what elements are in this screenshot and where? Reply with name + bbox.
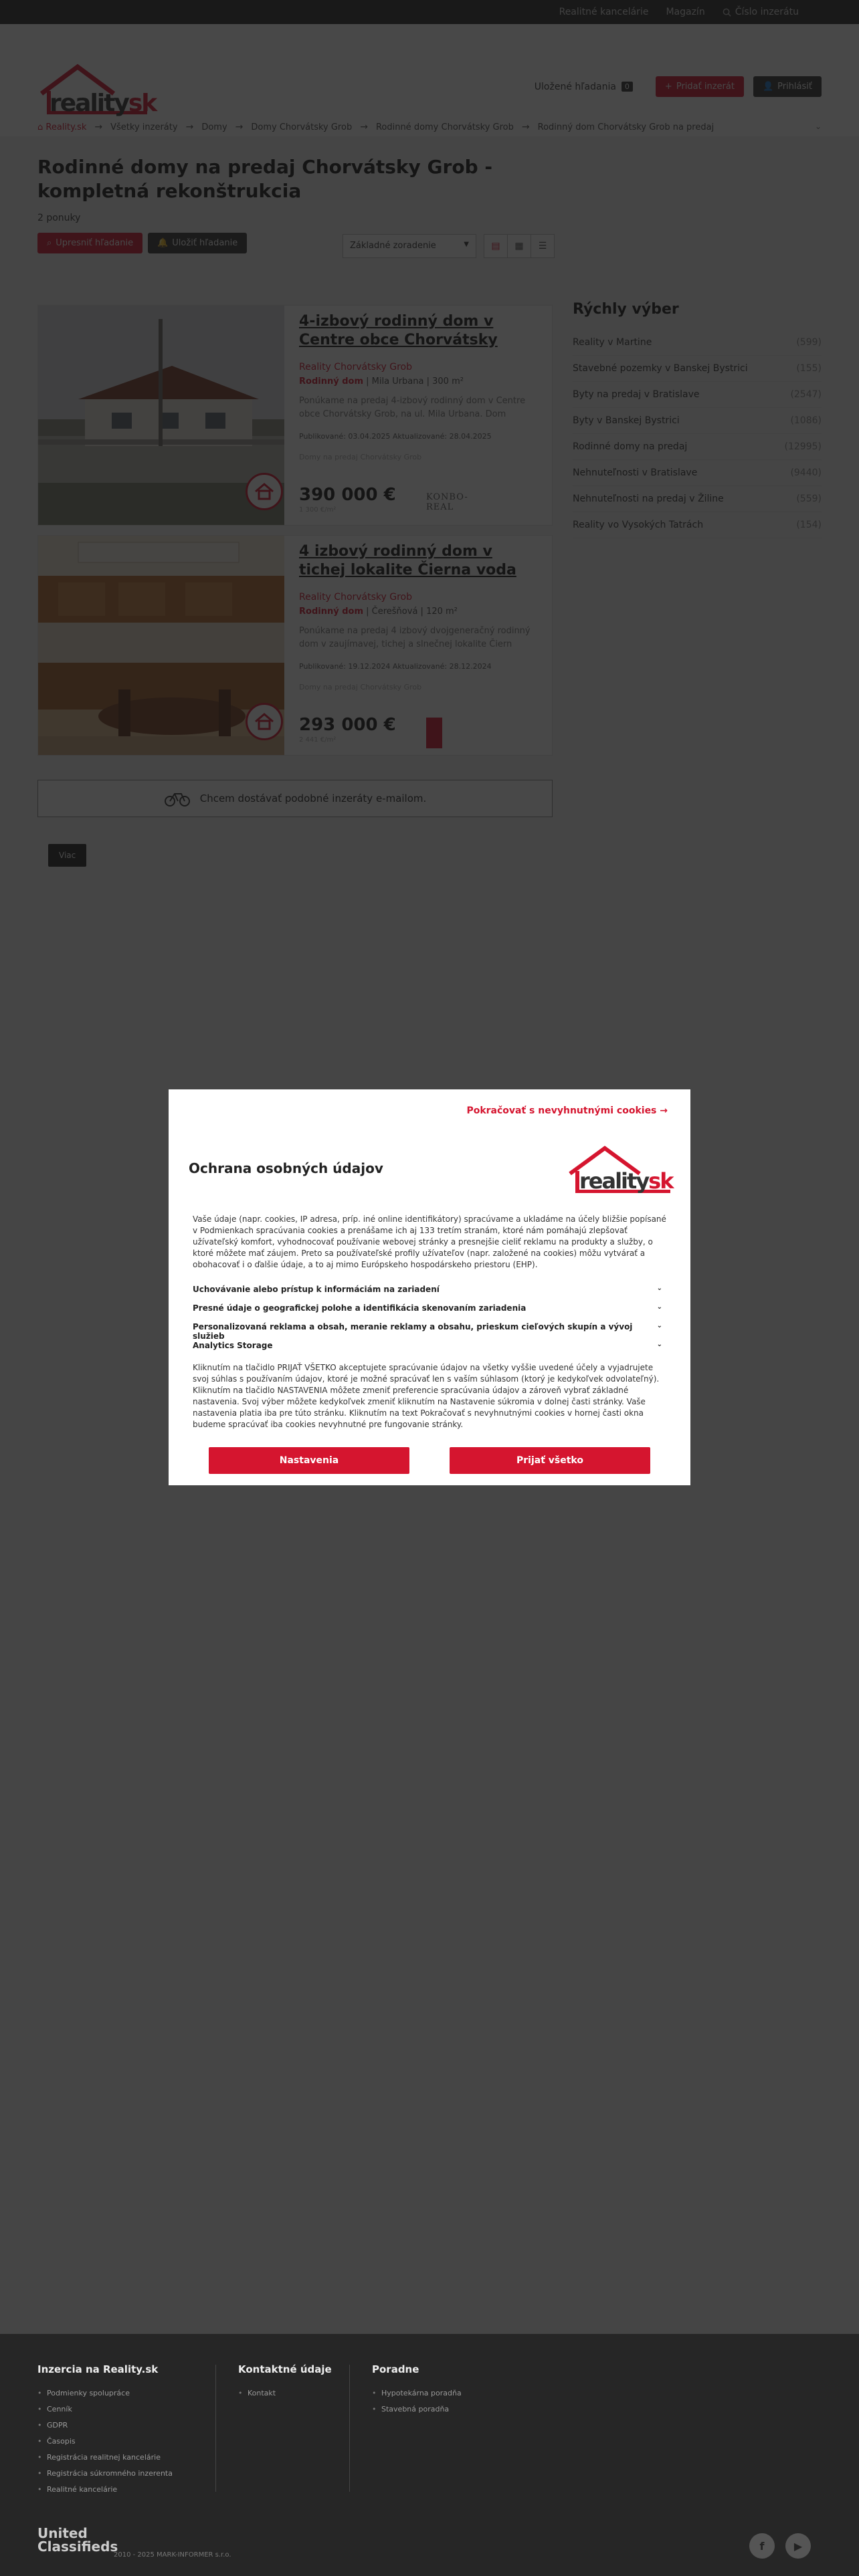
footer <box>0 2334 859 2576</box>
footer-heading: Inzercia na Reality.sk <box>37 2363 159 2375</box>
dialog-logo <box>566 1144 673 1195</box>
footer-link[interactable]: • Registrácia súkromného inzerenta <box>37 2469 173 2478</box>
footer-column-contact <box>238 2363 332 2405</box>
footer-link[interactable]: • Stavebná poradňa <box>372 2405 462 2413</box>
privacy-consent-dialog <box>169 1089 690 1485</box>
chevron-down-icon: ⌄ <box>656 1341 662 1348</box>
footer-divider <box>215 2365 216 2492</box>
footer-link[interactable]: • GDPR <box>37 2421 173 2430</box>
chevron-down-icon: ⌄ <box>656 1285 662 1292</box>
footer-link[interactable]: • Podmienky spolupráce <box>37 2389 173 2397</box>
footer-column-advice <box>372 2363 462 2421</box>
consent-section[interactable]: Analytics Storage ⌄ <box>193 1341 662 1350</box>
dialog-title: Ochrana osobných údajov <box>189 1160 383 1176</box>
facebook-icon[interactable]: f <box>749 2533 775 2559</box>
footer-heading: Kontaktné údaje <box>238 2363 332 2375</box>
copyright: 2010 - 2025 MARK-INFORMER s.r.o. <box>114 2551 231 2559</box>
footer-column-advertising <box>37 2363 173 2501</box>
footer-link[interactable]: • Cenník <box>37 2405 173 2413</box>
united-classifieds-logo[interactable]: United Classifieds <box>37 2525 118 2555</box>
consent-note: Kliknutím na tlačidlo PRIJAŤ VŠETKO akceptujete spracúvanie údajov na všetky vyššie uvedené účely a vyjadrujete svoj súhlas s používaním údajov, ktoré je možné spracúvať len s vaším súhlasom (ktorý je kedykoľvek odvolateľný). Kliknutím na tlačidlo NASTAVENIA môžete zmeniť preferencie spracúvania údajov a zároveň vybrať základné nastavenia. Svoj výber môžete kedykoľvek zmeniť kliknutím na Nastavenie súkromia v dolnej časti stránky. Vaše nastavenia platia iba pre túto stránku. Kliknutím na text Pokračovať s nevyhnutnými cookies v hornej časti okna budeme spracúvať iba cookies nevyhnutné pre fungovanie stránky. <box>193 1363 660 1429</box>
youtube-icon[interactable]: ▶ <box>785 2533 811 2559</box>
chevron-down-icon: ⌄ <box>656 1322 662 1329</box>
footer-link[interactable]: • Kontakt <box>238 2389 332 2397</box>
footer-link[interactable]: • Časopis <box>37 2437 173 2446</box>
settings-button[interactable]: Nastavenia <box>209 1447 409 1474</box>
consent-intro: Vaše údaje (napr. cookies, IP adresa, príp. iné online identifikátory) spracúvame a ukladáme na účely bližšie popísané v Podmienkach spracúvania cookies a prenášame ich aj 133 tretím stranám, ktoré nám pomáhajú zlepšovať užívateľský komfort, vyhodnocovať používanie webovej stránky a presnejšie cieliť reklamu na produkty a služby, o ktoré môžete mať záujem. Preto sa používateľské profily užívateľov (napr. založené na cookies) môžu vytvárať a obohacovať i o ďalšie údaje, a to aj mimo Európskeho hospodárskeho priestoru (EHP). <box>193 1214 666 1269</box>
consent-section[interactable]: Personalizovaná reklama a obsah, meranie reklamy a obsahu, prieskum cieľových skupín a vývoj služieb ⌄ <box>193 1322 662 1341</box>
footer-link[interactable]: • Hypotekárna poradňa <box>372 2389 462 2397</box>
chevron-down-icon: ⌄ <box>656 1303 662 1311</box>
consent-section[interactable]: Presné údaje o geografickej polohe a identifikácia skenovaním zariadenia ⌄ <box>193 1303 662 1313</box>
footer-heading: Poradne <box>372 2363 419 2375</box>
consent-section[interactable]: Uchovávanie alebo prístup k informáciám na zariadení ⌄ <box>193 1285 662 1294</box>
footer-divider <box>349 2365 350 2492</box>
dialog-wordmark: realitysk <box>579 1168 673 1194</box>
footer-link[interactable]: • Registrácia realitnej kancelárie <box>37 2453 173 2462</box>
continue-necessary-link[interactable]: Pokračovať s nevyhnutnými cookies → <box>466 1105 668 1116</box>
accept-all-button[interactable]: Prijať všetko <box>450 1447 650 1474</box>
footer-link[interactable]: • Realitné kancelárie <box>37 2485 173 2494</box>
